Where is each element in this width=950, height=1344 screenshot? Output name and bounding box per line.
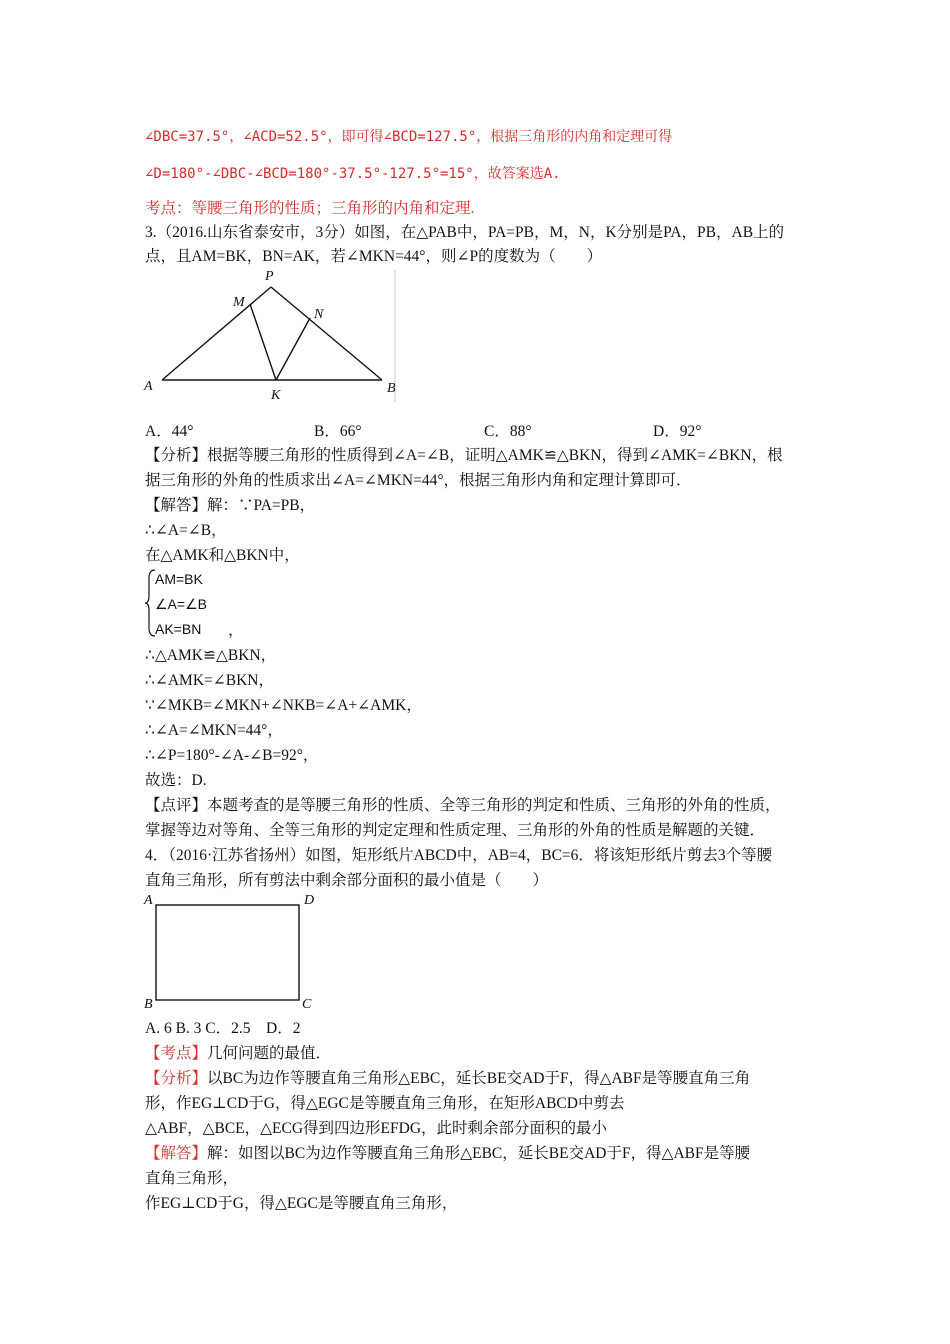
q4-jieda-text-1: 解：如图以BC为边作等腰直角三角形△EBC，延长BE交AD于F，得△ABF是等腰 <box>207 1145 751 1162</box>
q4-jieda-line-3: 作EG⊥CD于G，得△EGC是等腰直角三角形， <box>145 1195 458 1212</box>
q4-kaodian-text: 几何问题的最值． <box>207 1045 332 1062</box>
q4-jieda-line-1 <box>145 1143 750 1165</box>
q3-system-eq-1: AM=BK <box>155 571 203 587</box>
q4-label-b: B <box>144 997 153 1012</box>
q3-label-k: K <box>271 388 281 403</box>
q3-solution-line-2: ∴∠A=∠B， <box>145 522 227 539</box>
q4-label-c: C <box>302 997 312 1012</box>
q3-system-eq-2: ∠A=∠B <box>155 596 207 612</box>
q4-stem-line-2: 直角三角形，所有剪法中剩余部分面积的最小值是（ ） <box>145 872 549 889</box>
q3-solution-line-1: 【解答】解：∵PA=PB， <box>145 497 316 514</box>
q4-kaodian-line <box>145 1043 331 1065</box>
q3-equation-system <box>145 568 230 638</box>
q4-jieda-line-2: 直角三角形， <box>145 1170 239 1187</box>
q3-option-d: D．92° <box>653 423 702 440</box>
q4-fenxi-line-2: 形，作EG⊥CD于G，得△EGC是等腰直角三角形，在矩形ABCD中剪去 <box>145 1095 625 1112</box>
q3-option-b: B．66° <box>314 423 362 440</box>
q4-fenxi-line-1 <box>145 1068 750 1090</box>
q4-fenxi-text-1: 以BC为边作等腰直角三角形△EBC，延长BE交AD于F，得△ABF是等腰直角三角 <box>207 1070 751 1087</box>
q3-triangle-figure <box>140 266 402 406</box>
q4-label-a: A <box>144 893 153 908</box>
q4-label-d: D <box>304 893 315 908</box>
q3-system-eq-3: AK=BN <box>155 621 202 637</box>
q3-analysis-line-1: 【分析】根据等腰三角形的性质得到∠A=∠B，证明△AMK≌△BKN，得到∠AMK=∠BKN，根 <box>145 447 783 464</box>
q4-fenxi-tag: 【分析】 <box>145 1070 208 1087</box>
q3-analysis-line-2: 据三角形的外角的性质求出∠A=∠MKN=44°，根据三角形内角和定理计算即可． <box>145 472 692 489</box>
q3-solution-line-9: 故选：D. <box>145 772 207 789</box>
q3-label-a: A <box>144 379 153 394</box>
prev-kaodian: 考点：等腰三角形的性质；三角形的内角和定理. <box>145 200 475 217</box>
q4-fenxi-line-3: △ABF，△BCE，△ECG得到四边形EFDG，此时剩余部分面积的最小 <box>145 1120 608 1137</box>
q4-stem-line-1: 4．（2016·江苏省扬州）如图，矩形纸片ABCD中，AB=4，BC=6．将该矩形纸片剪去3个等腰 <box>145 847 773 864</box>
q3-solution-line-5: ∴∠AMK=∠BKN， <box>145 672 274 689</box>
q4-options: A. 6 B. 3 C．2.5 D．2 <box>145 1020 301 1037</box>
q3-comment-line-1: 【点评】本题考查的是等腰三角形的性质、全等三角形的判定和性质、三角形的外角的性质， <box>145 797 781 814</box>
prev-solution-line-2: ∠D=180°-∠DBC-∠BCD=180°-37.5°-127.5°=15°，故答案选A. <box>145 166 561 182</box>
q3-solution-line-3: 在△AMK和△BKN中， <box>145 547 300 564</box>
q3-label-m: M <box>233 295 245 310</box>
q3-solution-line-8: ∴∠P=180°-∠A-∠B=92°， <box>145 747 319 764</box>
q3-solution-line-6: ∵∠MKB=∠MKN+∠NKB=∠A+∠AMK， <box>145 697 422 714</box>
q3-comment-line-2: 掌握等边对等角、全等三角形的判定定理和性质定理、三角形的外角的性质是解题的关键． <box>145 822 766 839</box>
q4-rectangle-figure <box>140 890 325 1012</box>
q3-label-b: B <box>387 381 396 396</box>
q3-label-p: P <box>265 269 274 284</box>
q3-stem-line-1: 3.（2016.山东省泰安市，3分）如图，在△PAB中，PA=PB，M，N，K分别是PA，PB，AB上的 <box>145 224 785 241</box>
q3-system-tail: ， <box>228 622 244 639</box>
q4-jieda-tag: 【解答】 <box>145 1145 208 1162</box>
prev-solution-line-1: ∠DBC=37.5°，∠ACD=52.5°，即可得∠BCD=127.5°，根据三角形的内角和定理可得 <box>145 129 673 145</box>
q3-solution-line-7: ∴∠A=∠MKN=44°， <box>145 722 283 739</box>
q3-solution-line-4: ∴△AMK≌△BKN， <box>145 647 277 664</box>
q3-label-n: N <box>314 307 324 322</box>
q3-stem-line-2: 点，且AM=BK，BN=AK，若∠MKN=44°，则∠P的度数为（ ） <box>145 248 603 265</box>
q3-option-c: C．88° <box>484 423 532 440</box>
q3-option-a: A．44° <box>145 423 194 440</box>
q4-kaodian-tag: 【考点】 <box>145 1045 208 1062</box>
